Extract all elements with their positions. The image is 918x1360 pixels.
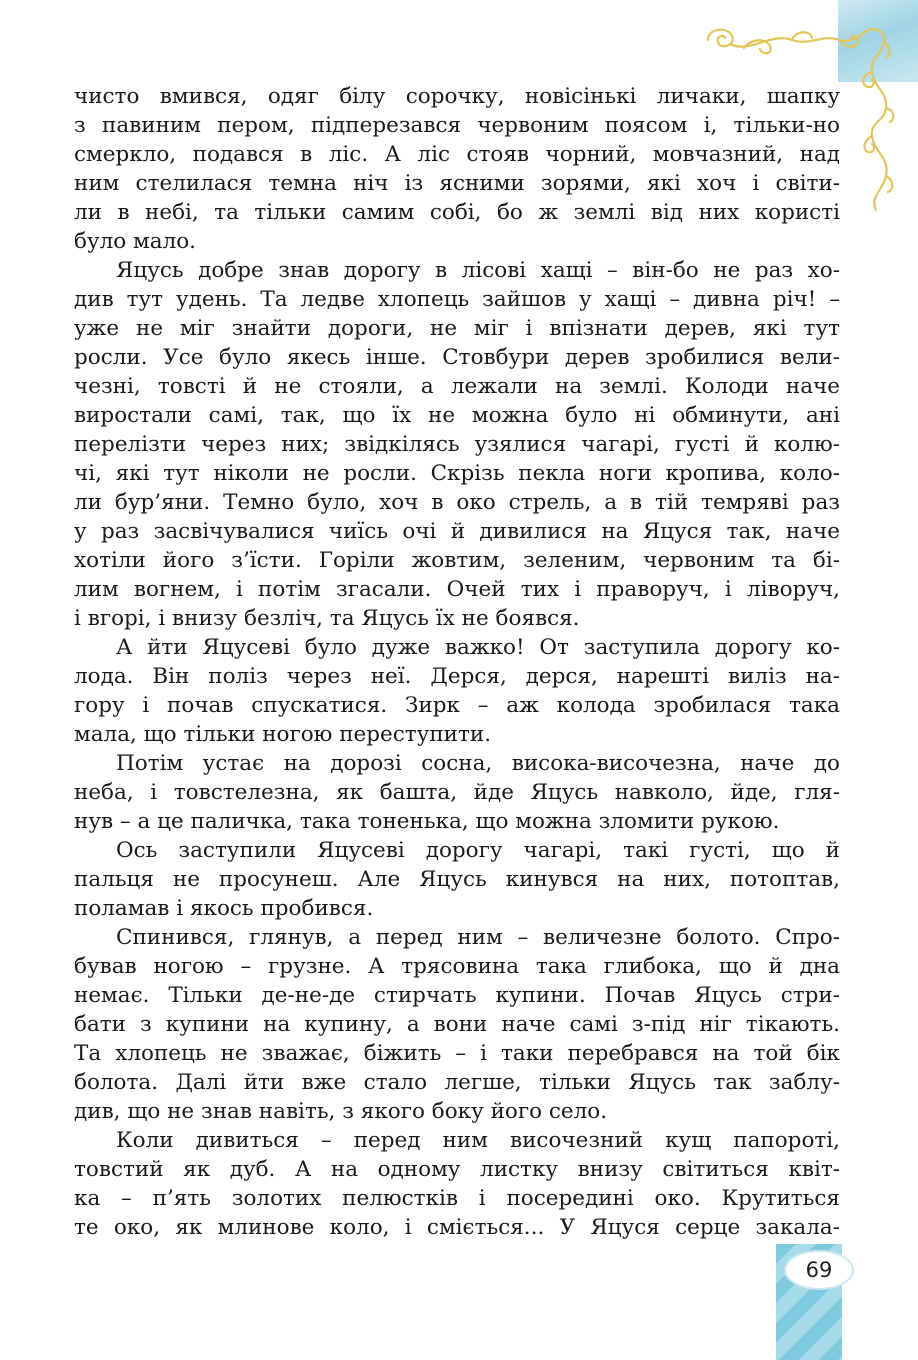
text-line: з павиним пером, підперезався червоним поясом і, тільки-но: [74, 113, 840, 138]
text-line: уже не міг знайти дороги, не міг і впізнати дерев, які тут: [74, 316, 840, 341]
page-number: 69: [784, 1250, 854, 1290]
text-line: те око, як млинове коло, і сміється... У Яцуся серце закала-: [74, 1215, 840, 1240]
text-line: лода. Він поліз через неї. Дерся, дерся, нарешті виліз на-: [74, 664, 840, 689]
text-line: у раз засвічувалися чиїсь очі й дивилися на Яцуся так, наче: [74, 519, 840, 544]
text-line: А йти Яцусеві було дуже важко! От заступила дорогу ко-: [116, 635, 840, 660]
text-line: смеркло, подався в ліс. А ліс стояв чорний, мовчазний, над: [74, 142, 840, 167]
text-line: і вгорі, і внизу безліч, та Яцусь їх не боявся.: [74, 606, 580, 631]
text-line: лим вогнем, і потім згасали. Очей тих і праворуч, і ліворуч,: [74, 577, 840, 602]
text-line: гору і почав спускатися. Зирк – аж колода зробилася така: [74, 693, 840, 718]
text-line: поламав і якось пробився.: [74, 896, 374, 921]
text-line: Потім устає на дорозі сосна, висока-височезна, наче до: [116, 751, 840, 776]
text-line: чезні, товсті й не стояли, а лежали на землі. Колоди наче: [74, 374, 840, 399]
text-line: мала, що тільки ногою переступити.: [74, 722, 492, 747]
text-line: товстий як дуб. А на одному листку внизу світиться квіт-: [74, 1157, 840, 1182]
text-line: болота. Далі йти вже стало легше, тільки Яцусь так заблу-: [74, 1070, 840, 1095]
text-line: ка – п’ять золотих пелюстків і посередині око. Крутиться: [74, 1186, 840, 1211]
text-line: бати з купини на купину, а вони наче самі з-під ніг тікають.: [74, 1012, 840, 1037]
text-line: чисто вмився, одяг білу сорочку, новісінькі личаки, шапку: [74, 84, 840, 109]
text-line: пальця не просунеш. Але Яцусь кинувся на них, потоптав,: [74, 867, 840, 892]
text-line: перелізти через них; звідкілясь узялися чагарі, густі й колю-: [74, 432, 840, 457]
text-line: Яцусь добре знав дорогу в лісові хащі – він-бо не раз хо-: [116, 258, 840, 283]
text-line: ли бур’яни. Темно було, хоч в око стрель, а в тій темряві раз: [74, 490, 840, 515]
text-line: Ось заступили Яцусеві дорогу чагарі, такі густі, що й: [116, 838, 840, 863]
body-text: [74, 82, 840, 1242]
text-line: Та хлопець не зважає, біжить – і таки перебрався на той бік: [74, 1041, 840, 1066]
text-line: нув – а це паличка, така тоненька, що можна зломити рукою.: [74, 809, 780, 834]
text-line: ним стелилася темна ніч із ясними зорями, які хоч і світи-: [74, 171, 840, 196]
text-line: росли. Усе було якесь інше. Стовбури дерев зробилися вели-: [74, 345, 840, 370]
text-line: Спинився, глянув, а перед ним – величезне болото. Спро-: [116, 925, 840, 950]
text-line: було мало.: [74, 229, 197, 254]
text-line: бував ногою – грузне. А трясовина така глибока, що й дна: [74, 954, 840, 979]
text-line: хотіли його з’їсти. Горіли жовтим, зеленим, червоним та бі-: [74, 548, 840, 573]
text-line: чі, які тут ніколи не росли. Скрізь пекла ноги кропива, коло-: [74, 461, 840, 486]
text-line: неба, і товстелезна, як башта, йде Яцусь навколо, йде, гля-: [74, 780, 840, 805]
text-line: виростали самі, так, що їх не можна було ні обминути, ані: [74, 403, 840, 428]
text-line: див тут удень. Та ледве хлопець зайшов у хащі – дивна річ! –: [74, 287, 840, 312]
text-line: Коли дивиться – перед ним височезний кущ папороті,: [116, 1128, 840, 1153]
text-line: ли в небі, та тільки самим собі, бо ж землі від них користі: [74, 200, 840, 225]
text-line: див, що не знав навіть, з якого боку його село.: [74, 1099, 608, 1124]
text-line: немає. Тільки де-не-де стирчать купини. Почав Яцусь стри-: [74, 983, 840, 1008]
